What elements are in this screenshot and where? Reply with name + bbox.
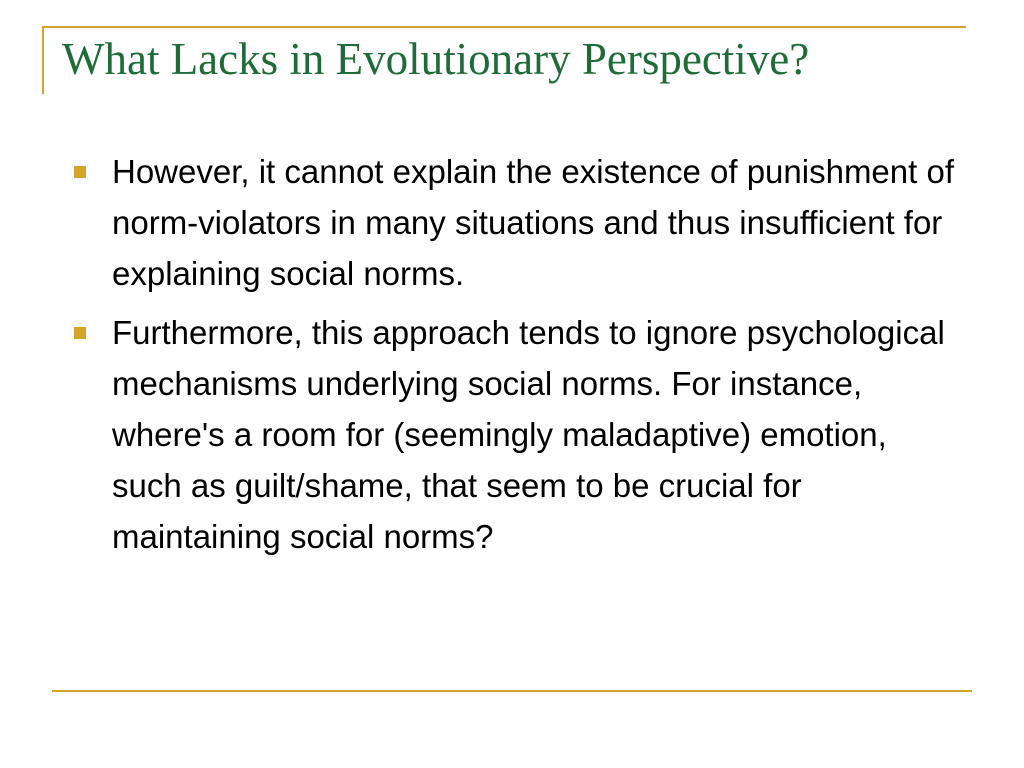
square-bullet-icon bbox=[74, 327, 86, 339]
square-bullet-icon bbox=[74, 166, 86, 178]
bullet-item bbox=[74, 146, 964, 299]
footer-divider bbox=[52, 690, 972, 692]
bullet-list bbox=[74, 146, 964, 570]
title-frame-top-rule bbox=[42, 26, 966, 28]
bullet-text: However, it cannot explain the existence of punishment of norm-violators in many situations and thus insufficient for explaining social norms. bbox=[112, 153, 954, 292]
bullet-item bbox=[74, 307, 964, 562]
slide-title: What Lacks in Evolutionary Perspective? bbox=[62, 34, 810, 84]
title-frame-left-rule bbox=[42, 26, 44, 94]
bullet-text: Furthermore, this approach tends to ignore psychological mechanisms underlying social norms. For instance, where's a room for (seemingly maladaptive) emotion, such as guilt/shame, that seem to be crucial for maintaining social norms? bbox=[112, 314, 945, 555]
